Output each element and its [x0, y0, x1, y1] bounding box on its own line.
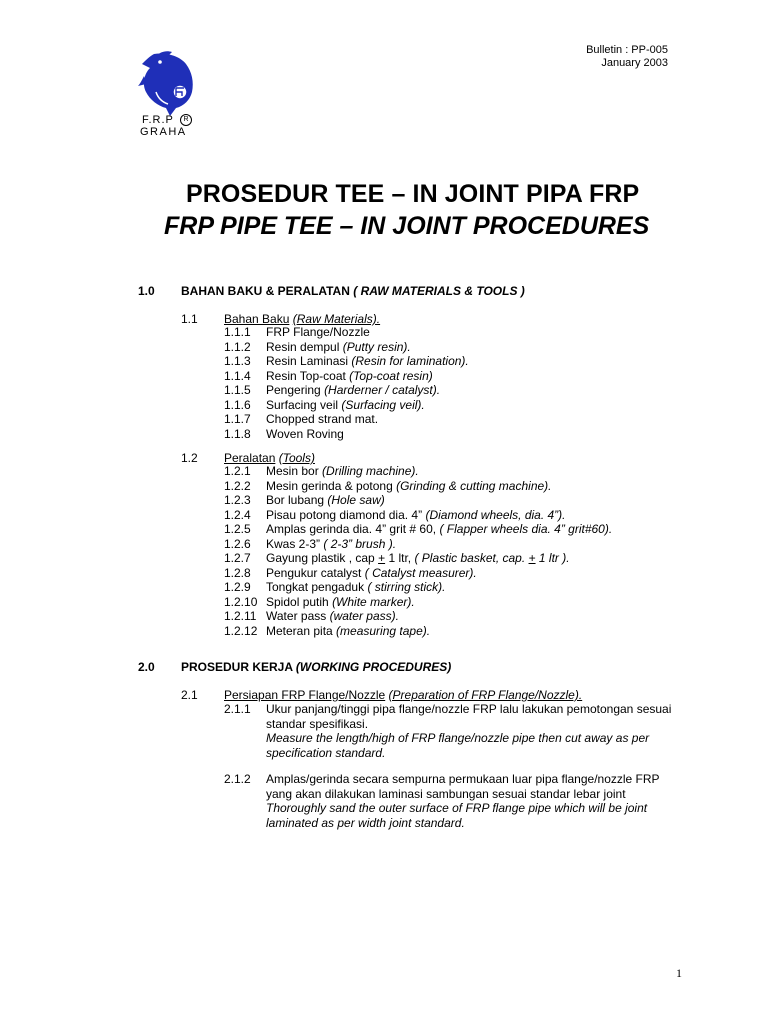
step-2-1-1-number: 2.1.1: [224, 702, 251, 716]
subsection-1-2-title-en: (Tools): [278, 451, 315, 465]
list-item: 1.2.12 Meteran pita (measuring tape).: [224, 623, 431, 638]
subsection-1-1-title: Bahan Baku: [224, 312, 290, 326]
list-item: 1.2.6 Kwas 2-3” ( 2-3” brush ).: [224, 536, 397, 551]
list-item: 1.2.10 Spidol putih (White marker).: [224, 594, 415, 609]
title-indonesian: PROSEDUR TEE – IN JOINT PIPA FRP: [186, 180, 640, 208]
list-item: 1.2.8 Pengukur catalyst ( Catalyst measurer).: [224, 565, 477, 580]
subsection-2-1-title: Persiapan FRP Flange/Nozzle: [224, 688, 386, 702]
list-item: 1.1.1 FRP Flange/Nozzle: [224, 325, 370, 339]
section-1-title: BAHAN BAKU & PERALATAN: [181, 284, 350, 298]
list-item: 1.1.8 Woven Roving: [224, 426, 344, 441]
logo-text-frp: F.R.P: [142, 114, 174, 126]
bulletin-block: [586, 44, 668, 70]
subsection-2-1-title-en: (Preparation of FRP Flange/Nozzle).: [388, 688, 583, 702]
subsection-2-1-heading: [224, 688, 582, 703]
step-2-1-2-text: Amplas/gerinda secara sempurna permukaan luar pipa flange/nozzle FRP yang akan dilakukan laminasi sambungan sesuai standar lebar joint Thoroughly sand the outer surface of FRP flange pipe which will be joint laminated as per width joint standard.: [266, 772, 660, 830]
dolphin-icon: [136, 50, 226, 120]
page-number: 1: [676, 966, 682, 980]
title-english: FRP PIPE TEE – IN JOINT PROCEDURES: [164, 212, 650, 240]
section-1-number: 1.0: [138, 284, 155, 298]
list-item: 1.1.5 Pengering (Harderner / catalyst).: [224, 383, 441, 397]
tools-list: [224, 464, 612, 638]
list-item: 1.2.4 Pisau potong diamond dia. 4” (Diamond wheels, dia. 4”).: [224, 507, 566, 522]
list-item: 1.2.7 Gayung plastik , cap + 1 ltr, ( Plastic basket, cap. + 1 ltr ).: [224, 551, 570, 565]
subsection-1-2-number: 1.2: [181, 451, 198, 465]
logo-text-graha: GRAHA: [140, 126, 187, 138]
subsection-2-1-number: 2.1: [181, 688, 198, 702]
subsection-1-2-title: Peralatan: [224, 451, 276, 465]
step-2-1-2-number: 2.1.2: [224, 772, 251, 786]
list-item: 1.1.4 Resin Top-coat (Top-coat resin): [224, 368, 433, 383]
raw-materials-list: [224, 325, 469, 441]
list-item: 1.2.2 Mesin gerinda & potong (Grinding & cutting machine).: [224, 478, 552, 493]
subsection-1-1-number: 1.1: [181, 312, 198, 326]
registered-icon: R: [180, 114, 192, 126]
list-item: 1.2.5 Amplas gerinda dia. 4” grit # 60, ( Flapper wheels dia. 4” grit#60).: [224, 522, 613, 536]
list-item: 1.1.7 Chopped strand mat.: [224, 412, 379, 426]
list-item: 1.1.6 Surfacing veil (Surfacing veil).: [224, 397, 425, 412]
list-item: 1.1.2 Resin dempul (Putty resin).: [224, 339, 411, 354]
subsection-1-1-title-en: (Raw Materials).: [292, 312, 381, 326]
bulletin-date: January 2003: [601, 57, 668, 69]
frp-graha-logo: [136, 50, 226, 145]
section-2-heading: [181, 660, 451, 675]
list-item: 1.2.1 Mesin bor (Drilling machine).: [224, 464, 419, 478]
list-item: 1.2.11 Water pass (water pass).: [224, 609, 399, 623]
list-item: 1.1.3 Resin Laminasi (Resin for lamination).: [224, 354, 469, 368]
section-1-title-en: ( RAW MATERIALS & TOOLS ): [353, 284, 525, 298]
list-item: 1.2.9 Tongkat pengaduk ( stirring stick).: [224, 580, 446, 594]
section-2-title-en: (WORKING PROCEDURES): [295, 660, 452, 674]
bulletin-number: Bulletin : PP-005: [586, 44, 668, 56]
step-2-1-1-text: Ukur panjang/tinggi pipa flange/nozzle FRP lalu lakukan pemotongan sesuai standar spesifikasi. Measure the length/high of FRP flange/nozzle pipe then cut away as per specification standard.: [266, 702, 672, 760]
section-2-number: 2.0: [138, 660, 155, 674]
list-item: 1.2.3 Bor lubang (Hole saw): [224, 493, 385, 507]
section-2-title: PROSEDUR KERJA: [181, 660, 293, 674]
section-1-heading: [181, 284, 525, 299]
